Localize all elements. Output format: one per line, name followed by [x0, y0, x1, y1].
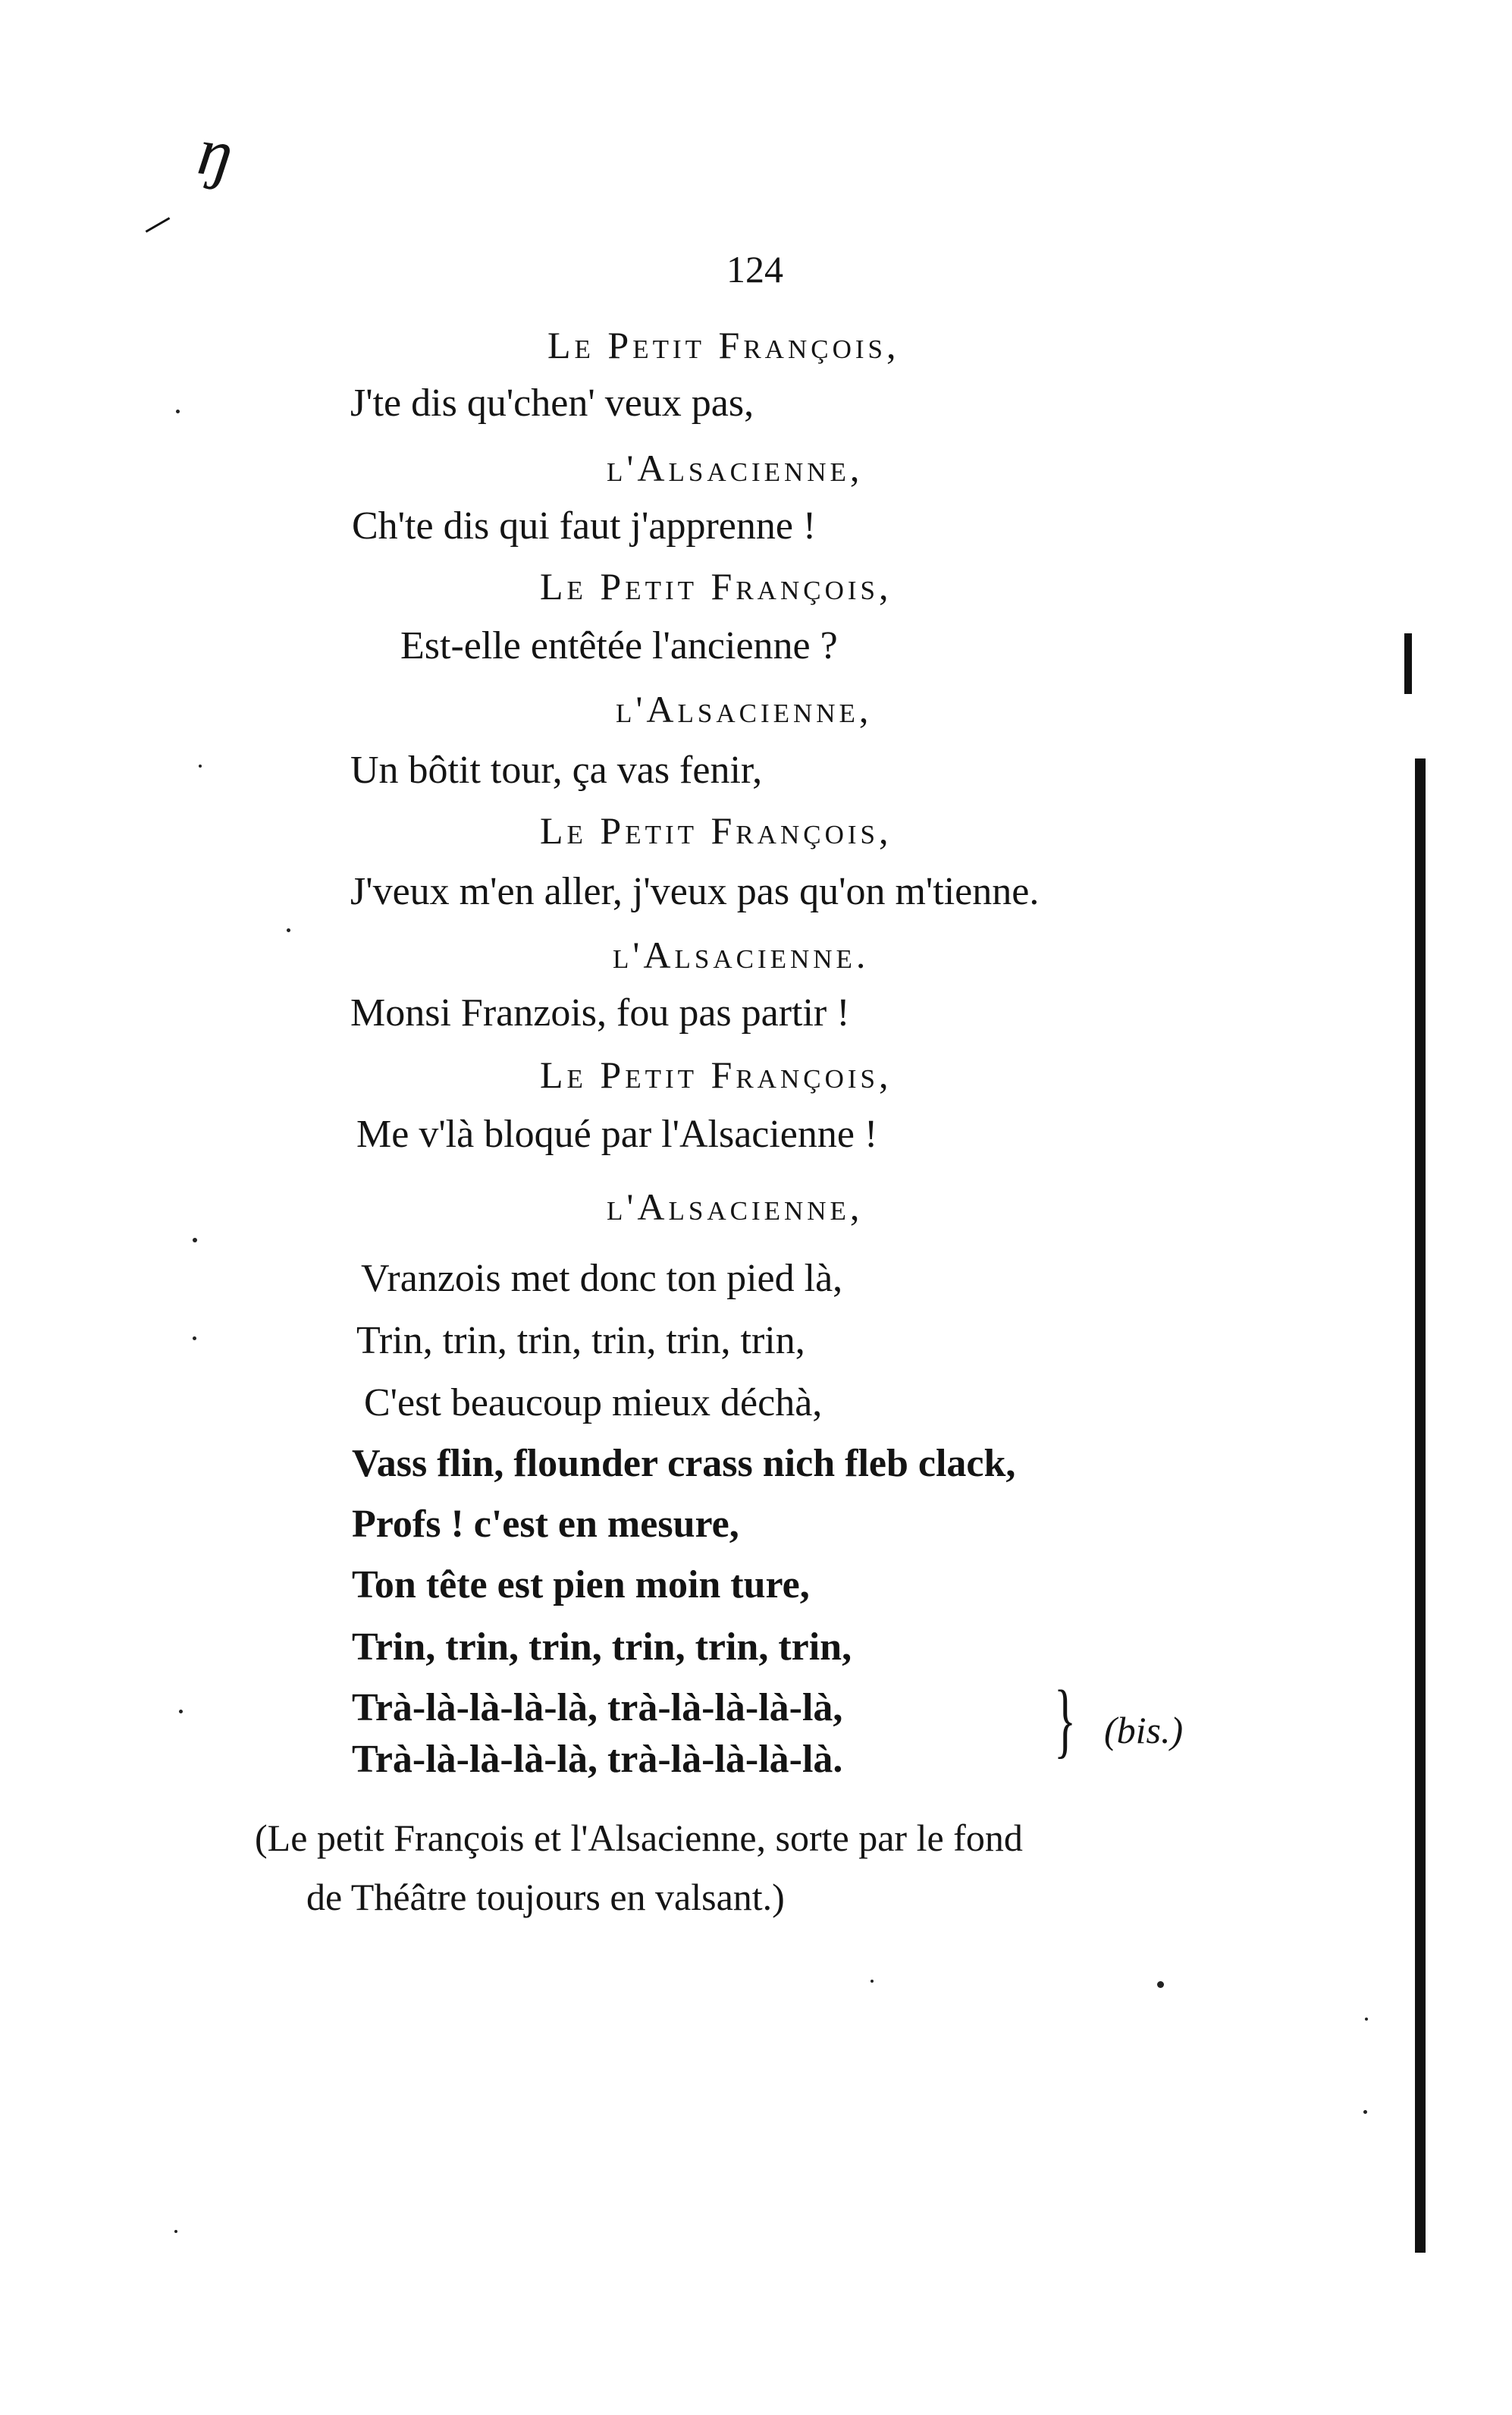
scan-speck	[870, 1980, 874, 1983]
scan-speck	[179, 1710, 183, 1713]
page-number: 124	[726, 248, 783, 290]
scan-speck	[287, 928, 290, 932]
speaker-label: Le Petit François,	[540, 1054, 892, 1096]
verse-line: Trin, trin, trin, trin, trin, trin,	[352, 1625, 852, 1669]
scan-speck	[174, 2230, 177, 2233]
verse-line: Trin, trin, trin, trin, trin, trin,	[356, 1319, 805, 1362]
verse-line: J'veux m'en aller, j'veux pas qu'on m'tienne.	[350, 870, 1040, 913]
scan-speck	[199, 765, 202, 768]
speaker-label: l'Alsacienne,	[616, 688, 873, 730]
verse-line: Ch'te dis qui faut j'apprenne !	[352, 504, 817, 548]
verse-line: Me v'là bloqué par l'Alsacienne !	[356, 1113, 878, 1156]
stage-direction-line: de Théâtre toujours en valsant.)	[306, 1876, 785, 1918]
ink-stroke	[146, 217, 171, 233]
speaker-label: l'Alsacienne,	[607, 447, 864, 489]
verse-line: Un bôtit tour, ça vas fenir,	[350, 749, 763, 792]
scan-speck	[193, 1336, 196, 1340]
handwritten-margin-mark: ŋ	[193, 113, 237, 193]
refrain-brace: }	[1054, 1673, 1077, 1766]
verse-line: Profs ! c'est en mesure,	[352, 1503, 739, 1546]
scan-speck	[193, 1238, 197, 1242]
verse-line: Ton tête est pien moin ture,	[352, 1563, 810, 1606]
verse-line: Trà-là-là-là-là, trà-là-là-là-là.	[352, 1738, 843, 1781]
verse-line: J'te dis qu'chen' veux pas,	[350, 382, 754, 425]
verse-line: C'est beaucoup mieux déchà,	[364, 1381, 823, 1424]
verse-line: Trà-là-là-là-là, trà-là-là-là-là,	[352, 1686, 843, 1729]
verse-line: Vranzois met donc ton pied là,	[361, 1257, 843, 1300]
speaker-label: l'Alsacienne.	[613, 934, 870, 976]
speaker-label: Le Petit François,	[540, 809, 892, 852]
speaker-label: l'Alsacienne,	[607, 1186, 864, 1228]
verse-line: Monsi Franzois, fou pas partir !	[350, 991, 850, 1035]
verse-line: Vass flin, flounder crass nich fleb clack,	[352, 1442, 1016, 1485]
refrain-marker: (bis.)	[1104, 1709, 1184, 1751]
speaker-label: Le Petit François,	[540, 565, 892, 608]
scan-speck	[176, 410, 180, 413]
verse-line: Est-elle entêtée l'ancienne ?	[400, 624, 838, 667]
stage-direction-line: (Le petit François et l'Alsacienne, sorte par le fond	[255, 1817, 1023, 1859]
scan-edge-bar	[1415, 758, 1426, 2253]
scan-speck	[1365, 2018, 1368, 2021]
scan-speck	[1157, 1981, 1164, 1988]
scan-speck	[1363, 2110, 1367, 2114]
scan-edge-bar	[1404, 633, 1412, 694]
speaker-label: Le Petit François,	[547, 324, 900, 366]
